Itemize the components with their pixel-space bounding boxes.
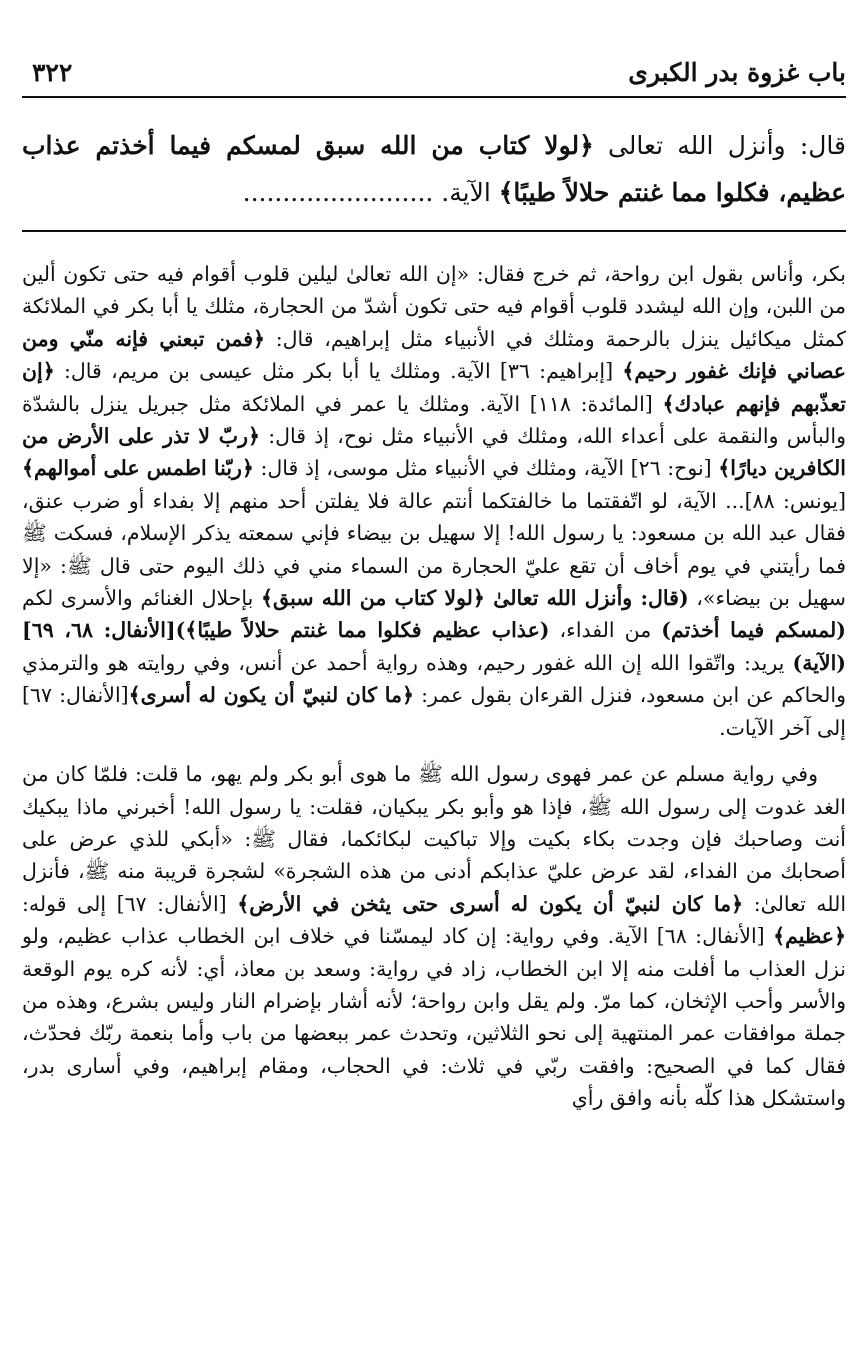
quran-verse: ﴿لولا كتاب من الله سبق لمسكم فيما أخذتم عذاب عظيم، فكلوا مما غنتم حلالاً طيبًا﴾ [22,131,846,207]
commentary-paragraph-2 [22,758,846,1114]
quran-quote: (لمسكم فيما أخذتم) [661,618,846,643]
commentary-run: [المائدة: ١١٨] الآية. ومثلك يا عمر في الملائكة مثل جبريل ينزل بالشدّة والبأس والنقمة على أعداء الله، ومثلك في الأنبياء مثل نوح، إذ قال: [22,391,846,449]
commentary-run: [الأنفال: ٦٧] إلى قوله: [22,891,238,916]
book-page [22,0,846,1359]
commentary-run: يريد: واتّقوا الله إن الله غفور رحيم، وهذه رواية أحمد عن أنس، وفي روايته هو والترمذي والحاكم عن ابن مسعود، فنزل القرءان بقول عمر: [22,650,846,708]
quran-quote: ﴿ما كان لنبيّ أن يكون له أسرى﴾ [128,683,414,708]
commentary-run: [نوح: ٢٦] الآية، ومثلك في الأنبياء مثل موسى، إذ قال: [253,456,719,481]
commentary-run: [الأنفال: ٦٨] الآية. وفي رواية: إن كاد ليمسّنا في خلاف ابن الخطاب عذاب عظيم، ولو نزل العذاب ما أفلت منه إلا ابن الخطاب، زاد في رواية: وسعد بن معاذ، أي: لأنه كره يوم الوقعة والأسر وأحب الإثخان، كما مرّ. ولم يقل وابن رواحة؛ لأنه أشار بإضرام النار وليس بشرع، وهذه من جملة موافقات عمر المنتهية إلى نحو الثلاثين، وتحدث عمر ببعضها من باب وأما بنعمة ربّك فحدّث، فقال كما في الصحيح: وافقت ربّي في ثلاث: في الحجاب، ومقام إبراهيم، وفي أسارى بدر، واستشكل هذا كلّه بأنه وافق رأي [22,924,846,1111]
commentary-body [22,258,846,1115]
quran-quote: (قال: وأنزل الله تعالىٰ ﴿لولا كتاب من الله سبق﴾ [261,586,689,611]
hadith-text-block [22,122,846,216]
quran-quote: ﴿ربّ لا تذر على الأرض من الكافرين ديارًا﴾ [22,424,846,481]
commentary-run: [الأنفال: ٦٧] إلى آخر الآيات. [22,683,846,740]
commentary-run: وفي رواية مسلم عن عمر فهوى رسول الله ﷺ ما هوى أبو بكر ولم يهو، ما قلت: فلمّا كان من الغد غدوت إلى رسول الله ﷺ، فإذا هو وأبو بكر يبكيان، فقلت: يا رسول الله! أخبرني ماذا يبكيك أنت وصاحبك فإن وجدت بكاء بكيت وإلا تباكيت لبكائكما، فقال ﷺ: «أبكي للذي عرض على أصحابك من الفداء، لقد عرض عليّ عذابكم أدنى من هذه الشجرة» لشجرة قريبة منه ﷺ، فأنزل الله تعالىٰ: [22,762,847,916]
commentary-run: [يونس: ٨٨]... الآية، لو اتّفقتما ما خالفتكما أنتم عالة فلا يفلتن أحد منهم إلا بفداء أو ضرب عنق، فقال عبد الله بن مسعود: يا رسول الله! إلا سهيل بن بيضاء فإني سمعته يذكر الإسلام، فسكت ﷺ فما رأيتني في يوم أخاف أن تقع عليّ الحجارة من السماء مني في ذلك اليوم حتى قال ﷺ: «إلا سهيل بن بيضاء»، [22,488,846,611]
section-divider-rule [22,230,846,232]
quran-quote: ﴿فمن تبعني فإنه منّي ومن عصاني فإنك غفور رحيم﴾ [22,326,846,384]
quran-quote: ﴿ما كان لنبيّ أن يكون له أسرى حتى يثخن في الأرض﴾ [237,891,744,916]
commentary-run: بإحلال الغنائم والأسرى لكم [22,586,262,611]
quran-quote: ﴿إن تعذّبهم فإنهم عبادك﴾ [22,359,847,416]
commentary-run: إن الله تعالىٰ ليلين قلوب أقوام فيه حتى تكون ألين من اللبن، وإن الله ليشدد قلوب أقوام فيه حتى تكون أشدّ من الحجارة، مثلك يا أبا بكر في الملائكة كمثل ميكائيل ينزل بالرحمة ومثلك في الأنبياء مثل إبراهيم، قال: [22,262,846,351]
running-header [22,0,846,96]
quran-quote: (عذاب عظيم فكلوا مما غنتم حلالاً طيبًا﴾)[الأنفال: ٦٨، ٦٩] (الآية) [22,618,846,675]
chapter-title: باب غزوة بدر الكبرى [628,58,846,87]
quran-quote: ﴿عظيم﴾ [773,924,846,949]
commentary-run: من الفداء، [549,618,662,643]
hadith-tail: الآية. ........................ [242,178,499,207]
quran-quote: ﴿ربّنا اطمس على أموالهم﴾ [22,456,254,481]
commentary-paragraph-1 [22,258,846,744]
commentary-run: بكر، وأناس بقول ابن رواحة، ثم خرج فقال: « [456,262,846,286]
header-rule [22,96,846,98]
hadith-intro: قال: وأنزل الله تعالى [593,131,846,160]
page-number: ٣٢٢ [32,58,73,87]
commentary-run: [إبراهيم: ٣٦] الآية. ومثلك يا أبا بكر مثل عيسى بن مريم، قال: [54,359,623,384]
